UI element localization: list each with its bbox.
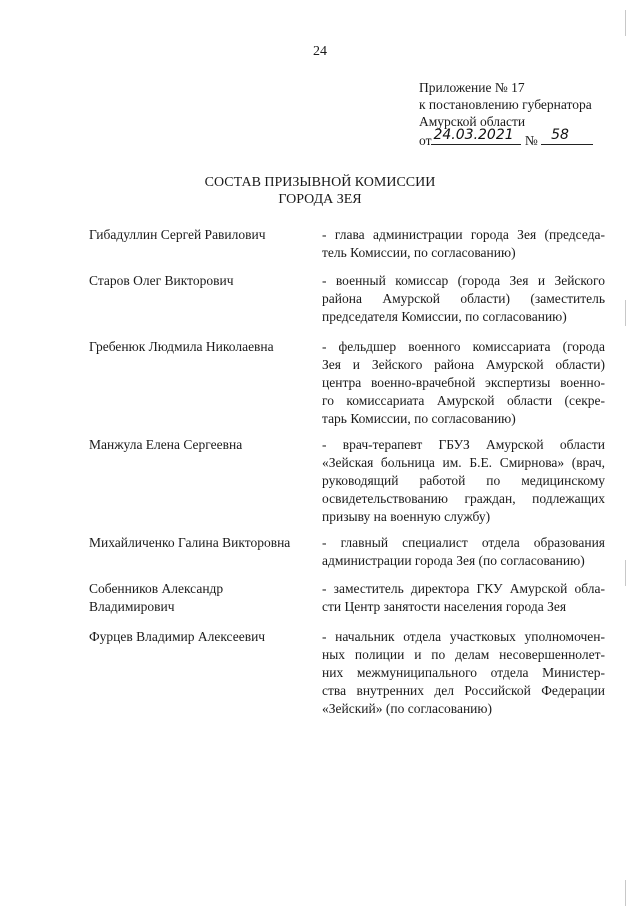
member-role-line: «Зейская больница им. Б.Е. Смирнова» (врач, <box>322 455 605 470</box>
member-role-line: тарь Комиссии, по согласованию) <box>322 411 516 426</box>
member-role-line: руководящий работой по медицинскому <box>322 473 605 488</box>
member-role-line: района Амурской области) (заместитель <box>322 291 605 306</box>
member-name <box>89 272 309 290</box>
member-role-line: - главный специалист отдела образования <box>322 535 605 550</box>
handwritten-date: 24.03.2021 <box>433 127 514 143</box>
appendix-date-line <box>419 127 593 149</box>
member-role <box>322 226 605 262</box>
member-name <box>89 436 309 454</box>
member-role-line: - заместитель директора ГКУ Амурской обла- <box>322 581 605 596</box>
member-name-line: Фурцев Владимир Алексеевич <box>89 629 266 644</box>
member-role-line: го комиссариата Амурской области (секре- <box>322 393 605 408</box>
member-role-line: освидетельствованию граждан, подлежащих <box>322 491 605 506</box>
number-label: № <box>524 133 538 148</box>
member-name-line: Гребенюк Людмила Николаевна <box>89 339 274 354</box>
member-name-line: Владимирович <box>89 599 175 614</box>
member-name <box>89 580 309 616</box>
member-name <box>89 226 309 244</box>
document-title <box>0 174 640 208</box>
member-role-line: - врач-терапевт ГБУЗ Амурской области <box>322 437 605 452</box>
member-name-line: Старов Олег Викторович <box>89 273 234 288</box>
member-role-line: призыву на военную службу) <box>322 509 491 524</box>
member-name <box>89 338 309 356</box>
appendix-line-1: Приложение № 17 <box>419 80 525 95</box>
title-line-2: ГОРОДА ЗЕЯ <box>278 192 362 207</box>
appendix-line-3: Амурской области <box>419 114 526 129</box>
appendix-block <box>419 79 593 149</box>
scan-edge-mark <box>625 300 626 326</box>
scan-edge-mark <box>625 880 626 906</box>
date-field <box>431 127 521 145</box>
member-name-line: Собенников Александр <box>89 581 224 596</box>
member-role <box>322 534 605 570</box>
handwritten-number: 58 <box>551 127 569 143</box>
member-name <box>89 628 309 646</box>
member-role <box>322 436 605 526</box>
member-role <box>322 580 605 616</box>
appendix-line-2: к постановлению губернатора <box>419 97 592 112</box>
member-role-line: тель Комиссии, по согласованию) <box>322 245 516 260</box>
member-role-line: председателя Комиссии, по согласованию) <box>322 309 567 324</box>
member-name-line: Манжула Елена Сергеевна <box>89 437 243 452</box>
member-role-line: сти Центр занятости населения города Зея <box>322 599 567 614</box>
member-name <box>89 534 309 552</box>
member-role-line: ных полиции и по делам несовершеннолет- <box>322 647 605 662</box>
page-number: 24 <box>313 44 327 59</box>
member-role-line: - глава администрации города Зея (председа- <box>322 227 605 242</box>
member-role-line: - фельдшер военного комиссариата (города <box>322 339 605 354</box>
member-role-line: центра военно-врачебной экспертизы военно- <box>322 375 605 390</box>
member-role-line: администрации города Зея (по согласованию) <box>322 553 585 568</box>
member-role <box>322 272 605 326</box>
number-field <box>541 127 593 145</box>
member-role <box>322 628 605 718</box>
member-role-line: «Зейский» (по согласованию) <box>322 701 492 716</box>
member-role-line: них межмуниципального отдела Министер- <box>322 665 605 680</box>
member-role <box>322 338 605 428</box>
date-prefix: от <box>419 133 432 148</box>
member-role-line: Зея и Зейского района Амурской области) <box>322 357 605 372</box>
member-role-line: - начальник отдела участковых уполномочен- <box>322 629 605 644</box>
member-role-line: - военный комиссар (города Зея и Зейского <box>322 273 605 288</box>
member-name-line: Гибадуллин Сергей Равилович <box>89 227 266 242</box>
member-name-line: Михайличенко Галина Викторовна <box>89 535 291 550</box>
member-role-line: ства внутренних дел Российской Федерации <box>322 683 605 698</box>
scan-edge-mark <box>625 560 626 586</box>
scan-edge-mark <box>625 10 626 36</box>
title-line-1: СОСТАВ ПРИЗЫВНОЙ КОМИССИИ <box>204 175 436 190</box>
